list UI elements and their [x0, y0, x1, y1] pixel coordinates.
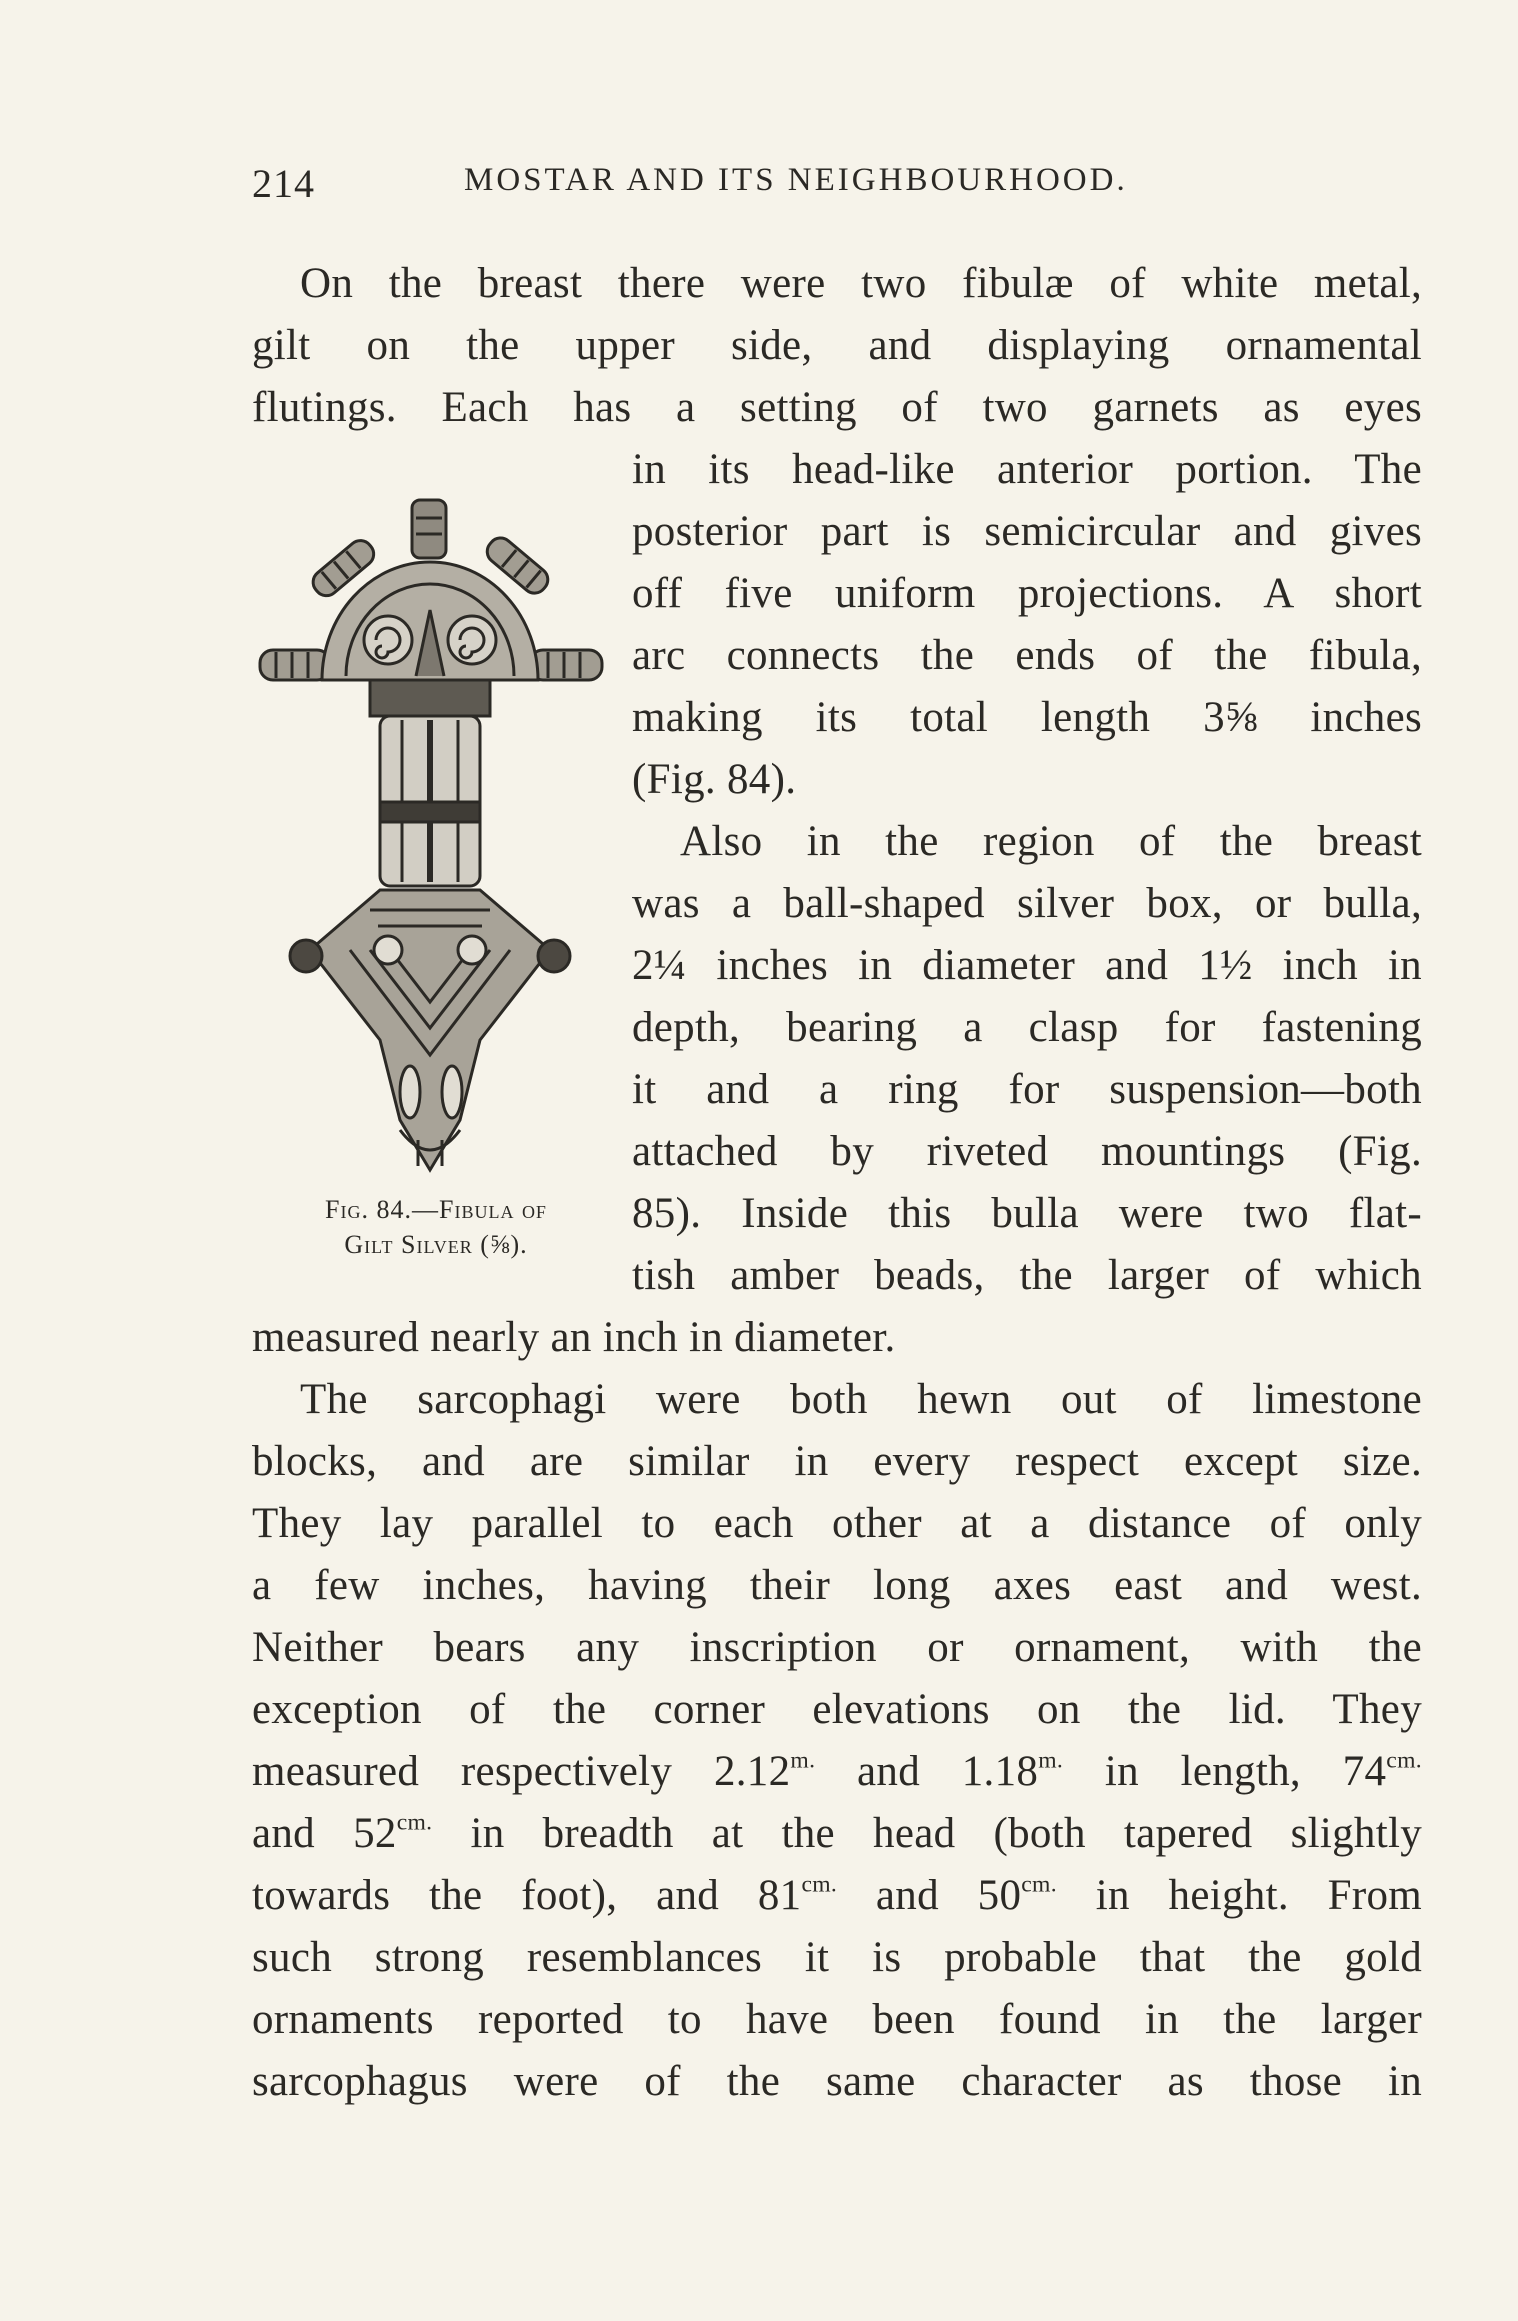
text-line: Neither bears any inscription or ornament, with the — [252, 1624, 1422, 1671]
text-line: measured nearly an inch in diameter. — [252, 1314, 896, 1361]
text-run: towards the foot), and 81 — [252, 1872, 802, 1919]
text-run: and 52 — [252, 1810, 397, 1857]
text-run: in length, 74 — [1063, 1748, 1387, 1795]
text-line: such strong resemblances it is probable that the gold — [252, 1934, 1422, 1981]
text-line: depth, bearing a clasp for fastening — [632, 1004, 1422, 1051]
text-line: it and a ring for suspension—both — [632, 1066, 1422, 1113]
page-number: 214 — [252, 161, 315, 206]
caption-line: Gilt Silver (⅝). — [344, 1230, 528, 1259]
text-line: The sarcophagi were both hewn out of limestone — [300, 1376, 1422, 1423]
text-line: posterior part is semicircular and gives — [632, 508, 1422, 555]
page-header — [252, 160, 1422, 208]
text-line: flutings. Each has a setting of two garnets as eyes — [252, 384, 1422, 431]
unit-superscript: cm. — [1021, 1871, 1057, 1898]
text-line: exception of the corner elevations on the lid. They — [252, 1686, 1422, 1733]
text-line: tish amber beads, the larger of which — [632, 1252, 1422, 1299]
caption-line: Fig. 84.—Fibula of — [325, 1195, 547, 1224]
text-line: making its total length 3⅝ inches — [632, 694, 1422, 741]
unit-superscript: cm. — [396, 1809, 433, 1836]
text-line — [252, 1809, 1422, 1857]
fibula-illustration — [250, 480, 610, 1180]
unit-superscript: m. — [790, 1747, 816, 1774]
text-line: a few inches, having their long axes east and west. — [252, 1562, 1422, 1609]
text-line: blocks, and are similar in every respect except size. — [252, 1438, 1422, 1485]
unit-superscript: m. — [1038, 1747, 1064, 1774]
text-line: arc connects the ends of the fibula, — [632, 632, 1422, 679]
text-run: and 50 — [837, 1872, 1022, 1919]
text-line: They lay parallel to each other at a distance of only — [252, 1500, 1422, 1547]
text-line: in its head-like anterior portion. The — [632, 446, 1422, 493]
text-line — [252, 1747, 1422, 1795]
running-head: MOSTAR AND ITS NEIGHBOURHOOD. — [464, 162, 1128, 198]
text-line: gilt on the upper side, and displaying ornamental — [252, 322, 1422, 369]
text-line: 2¼ inches in diameter and 1½ inch in — [632, 942, 1422, 989]
text-line: On the breast there were two fibulæ of white metal, — [300, 260, 1422, 307]
text-run: in height. From — [1056, 1872, 1423, 1919]
text-line: was a ball-shaped silver box, or bulla, — [632, 880, 1422, 927]
unit-superscript: cm. — [801, 1871, 838, 1898]
figure-caption — [266, 1192, 606, 1262]
text-run: in breadth at the head (both tapered slightly — [432, 1810, 1422, 1857]
unit-superscript: cm. — [1386, 1747, 1422, 1774]
text-line — [252, 1871, 1423, 1919]
text-line: off five uniform projections. A short — [632, 570, 1422, 617]
text-line: attached by riveted mountings (Fig. — [632, 1128, 1422, 1175]
fibula-engraving — [250, 480, 610, 1180]
text-run: and 1.18 — [815, 1748, 1039, 1795]
text-line: 85). Inside this bulla were two flat- — [632, 1190, 1422, 1237]
text-line: Also in the region of the breast — [680, 818, 1422, 865]
text-line: sarcophagus were of the same character as those in — [252, 2058, 1422, 2105]
text-line: (Fig. 84). — [632, 756, 797, 803]
text-run: measured respectively 2.12 — [252, 1748, 791, 1795]
text-line: ornaments reported to have been found in the larger — [252, 1996, 1422, 2043]
